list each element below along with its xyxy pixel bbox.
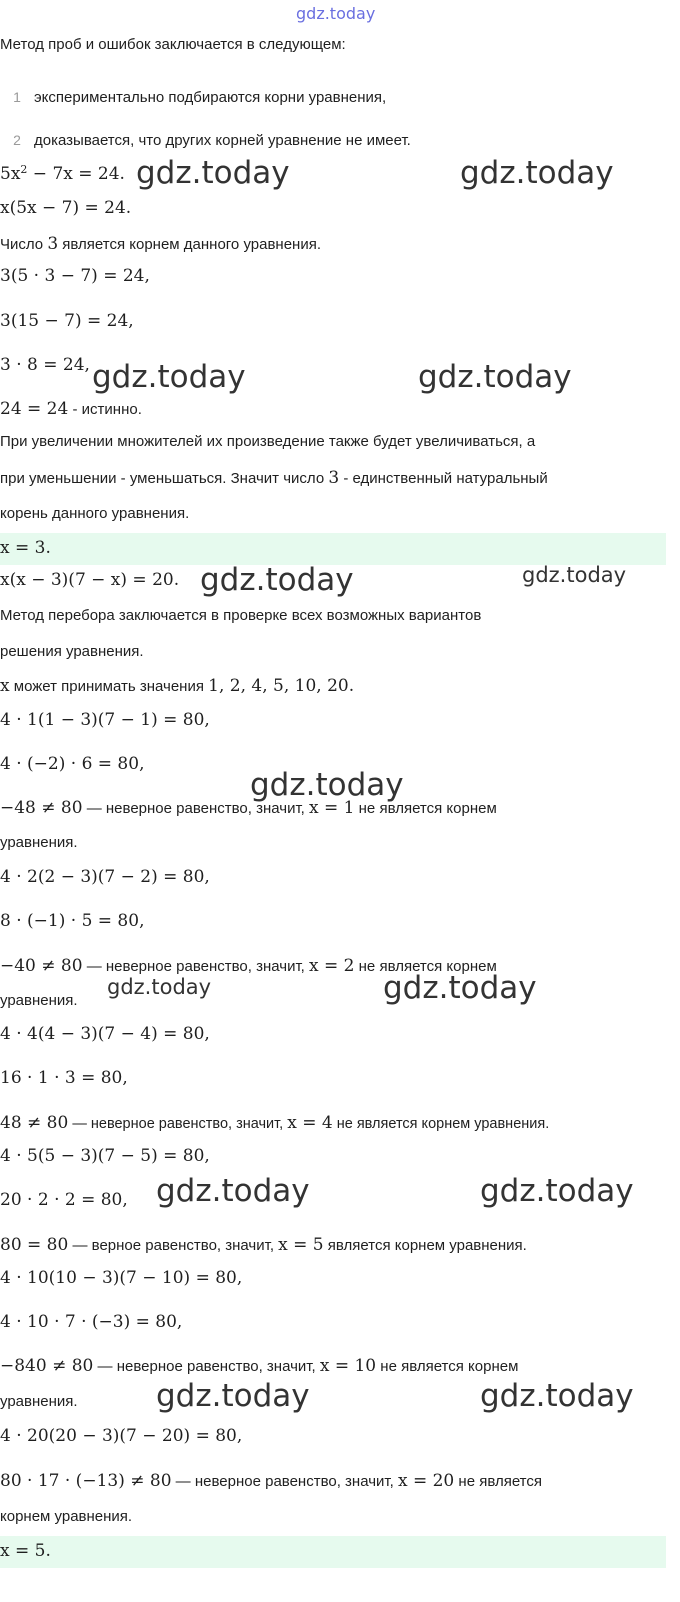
answer-box (0, 1536, 666, 1568)
text: - истинно. (68, 401, 142, 418)
text-line: корень данного уравнения. (0, 505, 190, 522)
equation-line: 8 · (−1) · 5 = 80, (0, 911, 145, 931)
text: Число (0, 236, 48, 253)
math-text: 5x (0, 164, 21, 184)
equation-line: 4 · 1(1 − 3)(7 − 1) = 80, (0, 710, 210, 730)
watermark: gdz.today (250, 767, 404, 803)
math-text: 80 = 80 (0, 1235, 69, 1255)
equation-line: 4 · 2(2 − 3)(7 − 2) = 80, (0, 867, 210, 887)
text-line (0, 1471, 680, 1491)
equation-line: x(x − 3)(7 − x) = 20. (0, 570, 180, 590)
watermark: gdz.today (156, 1378, 310, 1414)
text: при уменьшении - уменьшаться. Значит число (0, 470, 329, 487)
text: является корнем данного уравнения. (58, 236, 322, 253)
math-text: −840 ≠ 80 (0, 1356, 94, 1376)
text-line (0, 399, 680, 419)
list-number: 1 (13, 89, 21, 105)
math-text: − 7x = 24. (27, 164, 125, 184)
text: - единственный натуральный (339, 470, 548, 487)
site-header-watermark[interactable]: gdz.today (296, 4, 376, 23)
equation-line: 4 · 20(20 − 3)(7 − 20) = 80, (0, 1426, 243, 1446)
math-text: 1, 2, 4, 5, 10, 20. (208, 676, 355, 696)
watermark: gdz.today (522, 563, 627, 587)
watermark: gdz.today (480, 1173, 634, 1209)
watermark: gdz.today (107, 975, 212, 999)
text-line (0, 1235, 680, 1255)
text: — неверное равенство, значит, (171, 1473, 398, 1490)
math-text: 3 (328, 468, 340, 488)
text-line: уравнения. (0, 1393, 78, 1410)
intro-title: Метод проб и ошибок заключается в следующем: (0, 36, 346, 53)
math-text: −40 ≠ 80 (0, 956, 83, 976)
equation-line: 4 · 5(5 − 3)(7 − 5) = 80, (0, 1146, 210, 1166)
text-line: решения уравнения. (0, 643, 144, 660)
math-text: x = 10 (319, 1356, 377, 1376)
list-text: доказывается, что других корней уравнение не имеет. (34, 132, 411, 149)
text-line: корнем уравнения. (0, 1508, 133, 1525)
text: не является корнем уравнения. (332, 1116, 550, 1132)
math-text: x = 20 (397, 1471, 455, 1491)
text-line (0, 676, 680, 696)
math-text: −48 ≠ 80 (0, 798, 83, 818)
math-text: x = 2 (309, 956, 355, 976)
text: — верное равенство, значит, (68, 1237, 279, 1254)
text: не является корнем (354, 800, 497, 817)
math-text: 48 ≠ 80 (0, 1113, 69, 1133)
watermark: gdz.today (480, 1378, 634, 1414)
text-line: Метод перебора заключается в проверке всех возможных вариантов (0, 607, 482, 624)
text-line (0, 1356, 680, 1376)
text: не является корнем (376, 1358, 519, 1375)
math-text: x = 4 (287, 1113, 333, 1133)
list-text: экспериментально подбираются корни уравнения, (34, 89, 387, 106)
text: не является (454, 1473, 543, 1490)
watermark: gdz.today (92, 359, 246, 395)
list-item (0, 89, 680, 106)
watermark: gdz.today (460, 155, 614, 191)
math-text: 3 (47, 234, 59, 254)
equation-line: 3 · 8 = 24, (0, 355, 90, 375)
list-number: 2 (13, 132, 21, 148)
math-text: x (0, 676, 10, 696)
text: не является корнем (354, 958, 497, 975)
text-line (0, 1113, 680, 1133)
equation-line: 4 · 10(10 − 3)(7 − 10) = 80, (0, 1268, 243, 1288)
answer-box (0, 533, 666, 565)
text-line (0, 234, 680, 254)
watermark: gdz.today (418, 359, 572, 395)
math-text: 80 · 17 · (−13) ≠ 80 (0, 1471, 172, 1491)
list-item (0, 132, 680, 149)
text-line (0, 956, 680, 976)
text: — неверное равенство, значит, (82, 800, 310, 817)
watermark: gdz.today (136, 155, 290, 191)
answer-text: x = 5. (0, 1541, 51, 1561)
equation-line: 4 · (−2) · 6 = 80, (0, 754, 145, 774)
math-text: x = 1 (309, 798, 355, 818)
equation-line: 4 · 4(4 − 3)(7 − 4) = 80, (0, 1024, 210, 1044)
equation-line: 16 · 1 · 3 = 80, (0, 1068, 128, 1088)
text-line: уравнения. (0, 992, 78, 1009)
equation-line: x(5x − 7) = 24. (0, 198, 132, 218)
text: — неверное равенство, значит, (68, 1116, 288, 1132)
text: — неверное равенство, значит, (93, 1358, 320, 1375)
answer-text: x = 3. (0, 538, 51, 558)
equation-line: 3(5 · 3 − 7) = 24, (0, 266, 150, 286)
text: — неверное равенство, значит, (82, 958, 310, 975)
text-line: При увеличении множителей их произведение также будет увеличиваться, а (0, 433, 536, 450)
watermark: gdz.today (200, 562, 354, 598)
watermark: gdz.today (156, 1173, 310, 1209)
watermark: gdz.today (383, 970, 537, 1006)
equation-line: 3(15 − 7) = 24, (0, 311, 134, 331)
math-text: 24 = 24 (0, 399, 69, 419)
text-line: уравнения. (0, 834, 78, 851)
equation-line: 20 · 2 · 2 = 80, (0, 1190, 128, 1210)
exponent: 2 (20, 163, 28, 176)
equation-line: 4 · 10 · 7 · (−3) = 80, (0, 1312, 183, 1332)
text: является корнем уравнения. (323, 1237, 527, 1254)
text: может принимать значения (9, 678, 209, 695)
text-line (0, 468, 680, 488)
math-text: x = 5 (278, 1235, 324, 1255)
